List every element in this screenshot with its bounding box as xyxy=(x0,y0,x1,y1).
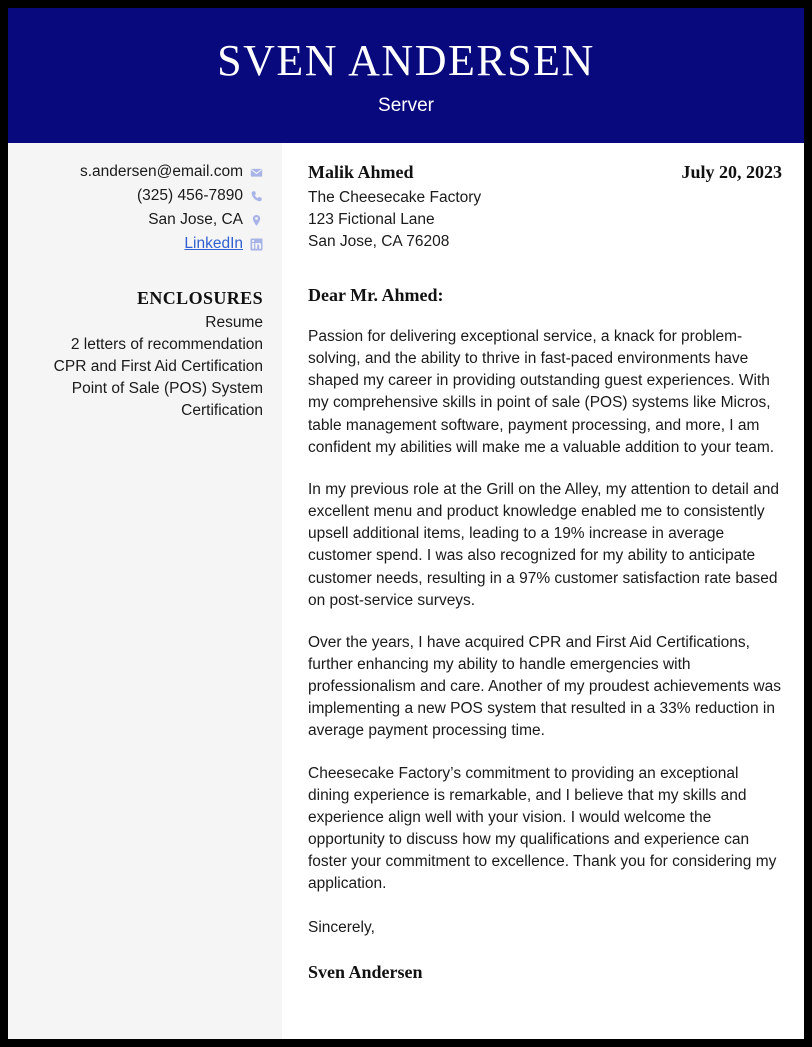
contact-item-email xyxy=(18,161,263,183)
phone-icon xyxy=(250,190,263,203)
signature-name: Sven Andersen xyxy=(308,961,423,982)
salutation: Dear Mr. Ahmed: xyxy=(308,284,444,305)
recipient-city: San Jose, CA 76208 xyxy=(308,232,450,250)
envelope-icon xyxy=(250,166,263,179)
list-item: Point of Sale (POS) System Certification xyxy=(71,380,263,419)
list-item: Resume xyxy=(205,314,263,331)
letter-body xyxy=(8,143,804,1039)
letter-paragraph: Over the years, I have acquired CPR and First Aid Certifications, further enhancing my ability to handle emergencies with professionalism and care. Another of my proudest achievements was implementing a new POS system that resulted in a 33% reduction in average payment processing time. xyxy=(308,633,781,740)
recipient-address xyxy=(308,161,481,253)
contact-item-phone xyxy=(18,185,263,207)
letter-content xyxy=(283,143,804,1039)
letter-date: July 20, 2023 xyxy=(681,162,782,182)
letter-paragraph: In my previous role at the Grill on the Alley, my attention to detail and excellent menu and product knowledge enabled me to consistently upsell additional items, leading to a 19% increase in average customer spend. I was also recognized for my ability to anticipate customer needs, resulting in a 97% customer satisfaction rate based on post-service surveys. xyxy=(308,480,779,609)
list-item: 2 letters of recommendation xyxy=(70,336,263,353)
enclosures-list xyxy=(18,312,263,422)
closing-text: Sincerely, xyxy=(308,918,375,936)
sidebar xyxy=(8,143,283,1039)
enclosures-heading: ENCLOSURES xyxy=(136,288,263,308)
linkedin-icon xyxy=(250,238,263,251)
job-title: Server xyxy=(378,94,434,116)
cover-letter-page xyxy=(8,8,804,1039)
letter-paragraph: Cheesecake Factory’s commitment to providing an exceptional dining experience is remarkable, and I believe that my skills and experience align well with your vision. I would welcome the opportunity to discuss how my qualifications and experience can foster your commitment to excellence. Thank you for considering my application. xyxy=(308,764,777,893)
recipient-block xyxy=(308,161,782,253)
recipient-street: 123 Fictional Lane xyxy=(308,210,435,228)
linkedin-link[interactable]: LinkedIn xyxy=(184,235,243,252)
letter-header xyxy=(8,8,804,143)
recipient-company: The Cheesecake Factory xyxy=(308,188,482,206)
location-pin-icon xyxy=(250,214,263,227)
contact-item-location xyxy=(18,209,263,231)
contact-location-text: San Jose, CA xyxy=(148,211,243,228)
page-title: SVEN ANDERSEN xyxy=(217,36,595,86)
contact-list xyxy=(18,161,263,255)
contact-item-linkedin[interactable] xyxy=(18,233,263,255)
letter-paragraph: Passion for delivering exceptional service, a knack for problem-solving, and the ability to thrive in fast-paced environments have shaped my career in providing outstanding guest experiences. With my comprehensive skills in point of sale (POS) systems like Micros, table management software, payment processing, and more, I am confident my abilities will make me a valuable addition to your team. xyxy=(308,327,775,456)
contact-email-text: s.andersen@email.com xyxy=(79,163,243,180)
contact-phone-text: (325) 456-7890 xyxy=(137,187,243,204)
list-item: CPR and First Aid Certification xyxy=(53,358,263,375)
recipient-name: Malik Ahmed xyxy=(308,162,414,182)
